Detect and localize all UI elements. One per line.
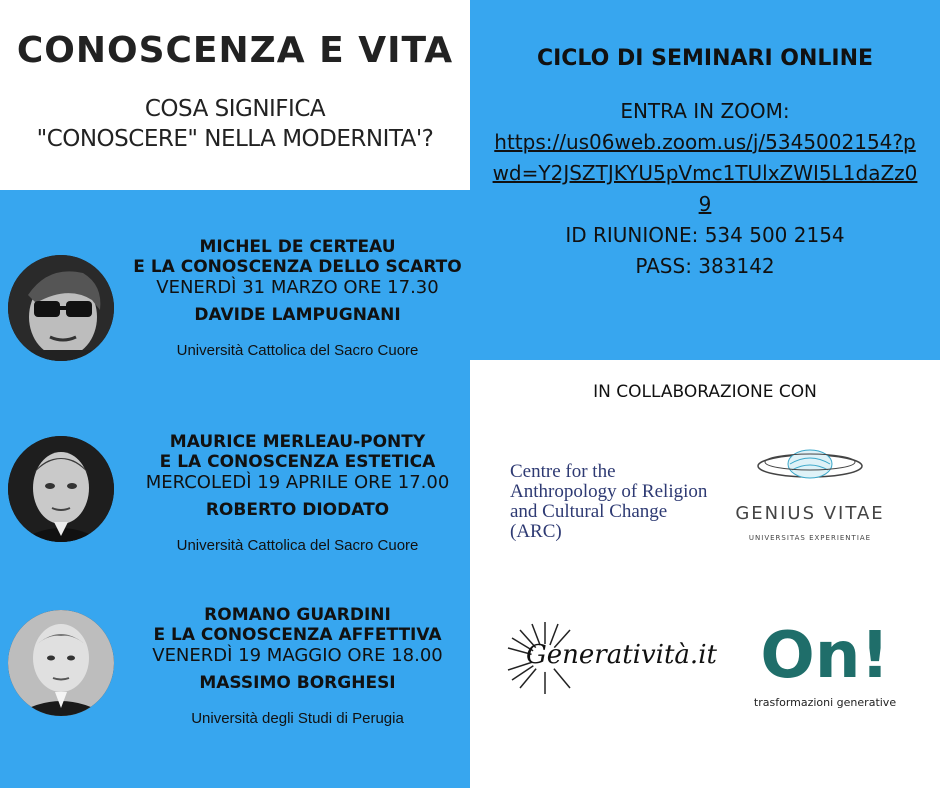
- seminar-2: [125, 432, 470, 556]
- genius-vitae-name: GENIUS VITAE: [735, 503, 885, 524]
- meeting-id: ID RIUNIONE: 534 500 2154: [565, 223, 845, 247]
- portrait-merleau-ponty: [8, 436, 114, 542]
- seminar-university: Università Cattolica del Sacro Cuore: [176, 537, 419, 554]
- page-subtitle: [0, 94, 470, 154]
- arc-logo: Centre for the Anthropology of Religion and Cultural Change (ARC): [510, 461, 708, 542]
- collaboration-heading: IN COLLABORAZIONE CON: [593, 382, 817, 402]
- zoom-link[interactable]: https://us06web.zoom.us/j/5345002154?pwd=Y2JSZTJKYU5pVmc1TUlxZWI5L1daZz09: [492, 130, 918, 216]
- zoom-info: [490, 96, 920, 282]
- seminar-title-line-2: E LA CONOSCENZA DELLO SCARTO: [133, 257, 462, 277]
- seminar-title-line-1: ROMANO GUARDINI: [204, 605, 391, 625]
- generativita-text: Generatività.it: [526, 640, 717, 670]
- on-subtitle: trasformazioni generative: [753, 696, 897, 709]
- genius-vitae-logo: [730, 440, 890, 542]
- genius-vitae-globe-icon: [750, 440, 870, 490]
- seminar-1: [125, 237, 470, 361]
- collaboration-panel: [470, 360, 940, 788]
- portrait-guardini: [8, 610, 114, 716]
- seminar-university: Università Cattolica del Sacro Cuore: [176, 342, 419, 359]
- generativita-logo: [500, 618, 717, 698]
- subtitle-line-2: "CONOSCERE" NELLA MODERNITA'?: [36, 126, 434, 152]
- seminar-date: VENERDÌ 31 MARZO ORE 17.30: [156, 277, 439, 298]
- subtitle-line-1: COSA SIGNIFICA: [144, 96, 326, 122]
- seminar-university: Università degli Studi di Perugia: [191, 710, 404, 727]
- online-heading: CICLO DI SEMINARI ONLINE: [536, 46, 874, 71]
- seminar-title-line-1: MICHEL DE CERTEAU: [199, 237, 396, 257]
- on-logo: [750, 619, 900, 709]
- seminar-title-line-2: E LA CONOSCENZA AFFETTIVA: [153, 625, 442, 645]
- page-title: CONOSCENZA E VITA: [16, 30, 454, 71]
- seminar-speaker: ROBERTO DIODATO: [205, 500, 390, 520]
- zoom-label: ENTRA IN ZOOM:: [620, 99, 790, 123]
- seminar-title-line-1: MAURICE MERLEAU-PONTY: [169, 432, 426, 452]
- genius-vitae-subtitle: UNIVERSITAS EXPERIENTIAE: [748, 534, 872, 542]
- meeting-pass: PASS: 383142: [635, 254, 775, 278]
- seminar-speaker: MASSIMO BORGHESI: [199, 673, 396, 693]
- seminar-speaker: DAVIDE LAMPUGNANI: [194, 305, 401, 325]
- on-wordmark: On!: [760, 619, 890, 693]
- portrait-de-certeau: [8, 255, 114, 361]
- seminar-date: VENERDÌ 19 MAGGIO ORE 18.00: [152, 645, 443, 666]
- seminar-date: MERCOLEDÌ 19 APRILE ORE 17.00: [145, 472, 450, 493]
- seminar-title-line-2: E LA CONOSCENZA ESTETICA: [159, 452, 436, 472]
- seminar-3: [125, 605, 470, 729]
